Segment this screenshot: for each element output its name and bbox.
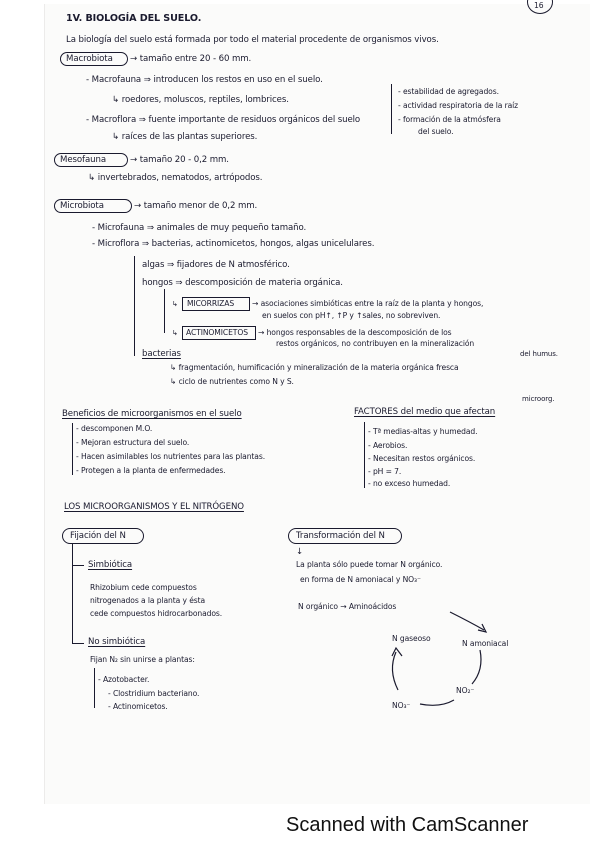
macro-role: - actividad respiratoria de la raíz [398, 101, 519, 110]
macrofauna-examples: ↳ roedores, moluscos, reptiles, lombrices. [112, 95, 289, 105]
fijacion-branch [72, 544, 73, 644]
mesofauna-label: Mesofauna [60, 155, 106, 165]
microbiota-size: → tamaño menor de 0,2 mm. [134, 201, 258, 211]
arrow-glyph: ↳ [172, 300, 178, 308]
macroflora-line: - Macroflora ⇒ fuente importante de residuos orgánicos del suelo [86, 115, 361, 125]
actinomicetos-line1: → hongos responsables de la descomposición de los [258, 328, 452, 337]
no-simbiotica-connector [72, 643, 84, 644]
fijacion-label: Fijación del N [70, 531, 126, 541]
nitrogeno-title: LOS MICROORGANISMOS Y EL NITRÓGENO [64, 502, 244, 512]
macro-role: del suelo. [418, 127, 454, 136]
nitrogen-cycle-arrows [380, 600, 550, 720]
hongos-bracket [164, 289, 165, 333]
beneficio-item: - Hacen asimilables los nutrientes para las plantas. [76, 452, 266, 461]
norganico-line: N orgánico → Aminoácidos [298, 602, 397, 611]
actinomicetos-line3: del humus. [520, 350, 558, 358]
macroflora-examples: ↳ raíces de las plantas superiores. [112, 132, 258, 142]
bacterias-line2: ↳ ciclo de nutrientes como N y S. [170, 377, 294, 386]
macrobiota-label: Macrobiota [66, 54, 113, 64]
no2-label: NO₂⁻ [456, 686, 475, 695]
macro-role: - formación de la atmósfera [398, 115, 501, 124]
microorg-note: microorg. [522, 395, 555, 403]
ngaseoso-label: N gaseoso [392, 634, 431, 643]
rhizobium-line: nitrogenados a la planta y ésta [90, 596, 206, 605]
transformacion-label: Transformación del N [296, 531, 385, 541]
down-arrow-glyph: ↓ [296, 547, 304, 557]
page-number: 16 [534, 1, 544, 10]
macrobiota-size: → tamaño entre 20 - 60 mm. [130, 54, 252, 64]
microflora-line: - Microflora ⇒ bacterias, actinomicetos, hongos, algas unicelulares. [92, 239, 375, 249]
macro-role: - estabilidad de agregados. [398, 87, 499, 96]
actinomicetos-label: ACTINOMICETOS [186, 328, 248, 337]
actinomicetos-line2: restos orgánicos, no contribuyen en la mineralización [276, 339, 475, 348]
microbiota-label: Microbiota [60, 201, 104, 211]
rhizobium-line: cede compuestos hidrocarbonados. [90, 609, 223, 618]
microfauna-line: - Microfauna ⇒ animales de muy pequeño tamaño. [92, 223, 307, 233]
transf-line2: en forma de N amoniacal y NO₃⁻ [300, 575, 421, 584]
simbiotica-connector [72, 565, 84, 566]
organism-item: - Clostridium bacteriano. [108, 689, 200, 698]
organisms-bracket [94, 668, 95, 708]
factores-title: FACTORES del medio que afectan [354, 407, 496, 417]
scanner-footer: Scanned with CamScanner [286, 814, 529, 836]
page-title: 1V. BIOLOGÍA DEL SUELO. [66, 13, 202, 24]
micorrizas-line2: en suelos con pH↑, ↑P y ↑sales, no sobreviven. [262, 311, 441, 320]
algas-line: algas ⇒ fijadores de N atmosférico. [142, 260, 290, 270]
mesofauna-examples: ↳ invertebrados, nematodos, artrópodos. [88, 173, 263, 183]
no-simbiotica-label: No simbiótica [88, 637, 146, 647]
bacterias-line1: ↳ fragmentación, humificación y mineralización de la materia orgánica fresca [170, 363, 459, 372]
beneficio-item: - Protegen a la planta de enfermedades. [76, 466, 226, 475]
beneficios-title: Beneficios de microorganismos en el suelo [62, 409, 242, 419]
macro-roles-brace [391, 84, 392, 134]
macrofauna-line: - Macrofauna ⇒ introducen los restos en uso en el suelo. [86, 75, 323, 85]
microflora-bracket [134, 256, 135, 356]
factor-item: - Aerobios. [368, 441, 408, 450]
factor-item: - Necesitan restos orgánicos. [368, 454, 476, 463]
factores-bracket [364, 422, 365, 488]
beneficio-item: - Mejoran estructura del suelo. [76, 438, 190, 447]
factor-item: - no exceso humedad. [368, 479, 451, 488]
factor-item: - Tª medias-altas y humedad. [368, 427, 478, 436]
arrow-glyph: ↳ [172, 329, 178, 337]
hongos-line: hongos ⇒ descomposición de materia orgánica. [142, 278, 343, 288]
simbiotica-label: Simbiótica [88, 560, 133, 570]
transf-line1: La planta sólo puede tomar N orgánico. [296, 560, 443, 569]
rhizobium-line: Rhizobium cede compuestos [90, 583, 197, 592]
no3-label: NO₃⁻ [392, 701, 411, 710]
organism-item: - Actinomicetos. [108, 702, 168, 711]
beneficios-bracket [72, 423, 73, 475]
factor-item: - pH = 7. [368, 467, 402, 476]
intro-text: La biología del suelo está formada por todo el material procedente de organismos vivos. [66, 35, 439, 45]
micorrizas-label: MICORRIZAS [187, 299, 235, 308]
fijan-line: Fijan N₂ sin unirse a plantas: [90, 655, 195, 664]
organism-item: - Azotobacter. [98, 675, 150, 684]
bacterias-label: bacterias [142, 349, 181, 359]
beneficio-item: - descomponen M.O. [76, 424, 153, 433]
micorrizas-line1: → asociaciones simbióticas entre la raíz de la planta y hongos, [252, 299, 484, 308]
mesofauna-size: → tamaño 20 - 0,2 mm. [130, 155, 229, 165]
namoniacal-label: N amoniacal [462, 639, 509, 648]
